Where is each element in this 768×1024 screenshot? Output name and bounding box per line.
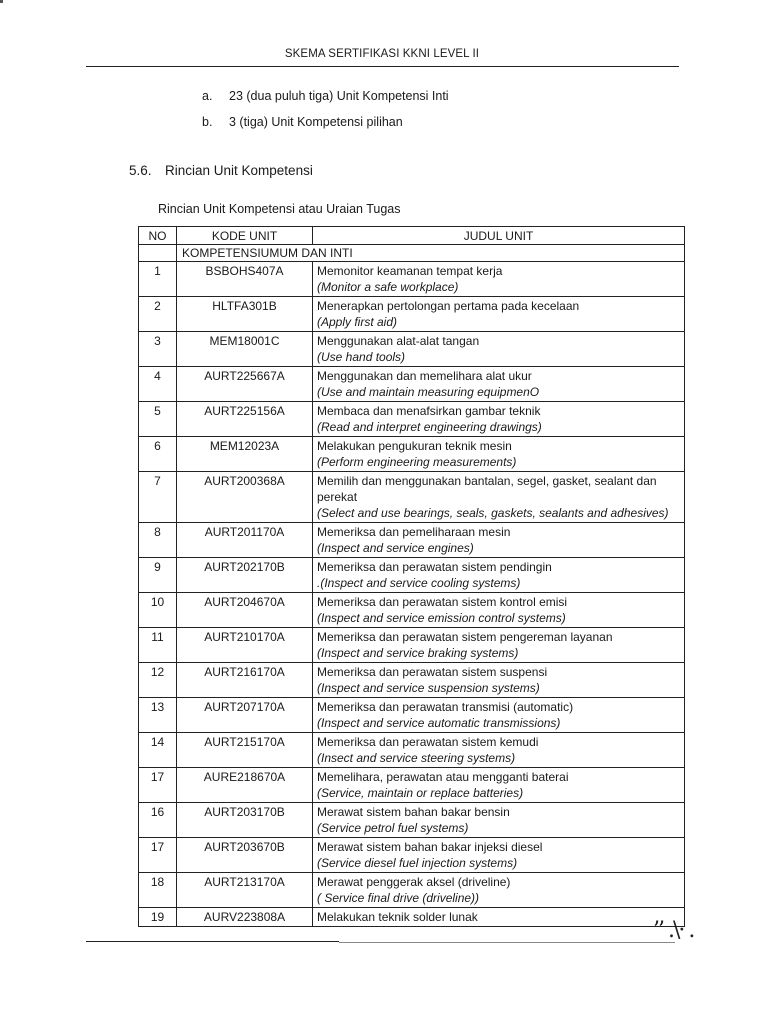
unit-number: 9 xyxy=(139,558,177,593)
unit-title-english: (Inspect and service automatic transmissions) xyxy=(317,716,561,730)
unit-title-english: (Perform engineering measurements) xyxy=(317,455,517,469)
unit-code: AURT225667A xyxy=(177,367,313,402)
table-row xyxy=(139,367,685,402)
unit-code: AURT215170A xyxy=(177,733,313,768)
unit-number: 4 xyxy=(139,367,177,402)
unit-title xyxy=(313,472,685,523)
scan-corner-mark xyxy=(0,0,3,3)
table-row xyxy=(139,472,685,523)
footer-divider-light xyxy=(339,942,675,943)
unit-title-indonesian: Memeriksa dan perawatan sistem pendingin xyxy=(317,560,552,574)
unit-number: 18 xyxy=(139,873,177,908)
unit-number: 3 xyxy=(139,332,177,367)
unit-title xyxy=(313,523,685,558)
unit-number: 14 xyxy=(139,733,177,768)
table-row xyxy=(139,733,685,768)
unit-title xyxy=(313,558,685,593)
unit-title-indonesian: Menggunakan dan memelihara alat ukur xyxy=(317,369,532,383)
unit-title-english: ( Service final drive (driveline)) xyxy=(317,891,480,905)
unit-title xyxy=(313,297,685,332)
table-row xyxy=(139,262,685,297)
unit-number: 17 xyxy=(139,768,177,803)
section-title: Rincian Unit Kompetensi xyxy=(165,163,313,178)
unit-code: AURT202170B xyxy=(177,558,313,593)
unit-title-english: (Monitor a safe workplace) xyxy=(317,280,459,294)
unit-title-indonesian: Merawat sistem bahan bakar injeksi diesel xyxy=(317,840,543,854)
table-row xyxy=(139,297,685,332)
unit-code: BSBOHS407A xyxy=(177,262,313,297)
section-number: 5.6. xyxy=(129,163,152,178)
table-row xyxy=(139,402,685,437)
unit-code: AURT203670B xyxy=(177,838,313,873)
table-row xyxy=(139,437,685,472)
unit-title xyxy=(313,332,685,367)
unit-title xyxy=(313,698,685,733)
unit-title-indonesian: Menerapkan pertolongan pertama pada kecelaan xyxy=(317,299,580,313)
unit-title-indonesian: Melakukan teknik solder lunak xyxy=(317,910,478,924)
unit-title-indonesian: Membaca dan menafsirkan gambar teknik xyxy=(317,404,541,418)
unit-title-indonesian: Merawat sistem bahan bakar bensin xyxy=(317,805,510,819)
table-header-row xyxy=(139,227,685,245)
unit-number: 8 xyxy=(139,523,177,558)
unit-title-indonesian: Memilih dan menggunakan bantalan, segel, gasket, sealant dan perekat xyxy=(317,474,657,504)
list-text: 23 (dua puluh tiga) Unit Kompetensi Inti xyxy=(229,89,449,103)
page-number-mark: ’’ .\· . xyxy=(653,918,694,943)
unit-title xyxy=(313,402,685,437)
unit-title-english: (Inspect and service suspension systems) xyxy=(317,681,540,695)
unit-title xyxy=(313,437,685,472)
header-code: KODE UNIT xyxy=(177,227,313,245)
unit-number: 11 xyxy=(139,628,177,663)
unit-title xyxy=(313,768,685,803)
table-row xyxy=(139,908,685,927)
unit-number: 7 xyxy=(139,472,177,523)
unit-title-english: .(Inspect and service cooling systems) xyxy=(317,576,521,590)
unit-code: MEM18001C xyxy=(177,332,313,367)
unit-title xyxy=(313,262,685,297)
table-row xyxy=(139,873,685,908)
unit-title-english: (Insect and service steering systems) xyxy=(317,751,516,765)
list-marker: b. xyxy=(202,115,213,129)
group-spacer xyxy=(139,245,177,262)
unit-number: 6 xyxy=(139,437,177,472)
unit-title-english: (Apply first aid) xyxy=(317,315,398,329)
footer-divider xyxy=(86,941,339,942)
table-row xyxy=(139,332,685,367)
unit-title-indonesian: Memelihara, perawatan atau mengganti baterai xyxy=(317,770,569,784)
document-header-title: SKEMA SERTIFIKASI KKNI LEVEL II xyxy=(284,48,480,60)
unit-title-english: (Use and maintain measuring equipmenO xyxy=(317,385,540,399)
unit-code: AURT204670A xyxy=(177,593,313,628)
unit-title-indonesian: Memeriksa dan pemeliharaan mesin xyxy=(317,525,511,539)
unit-title-english: (Inspect and service engines) xyxy=(317,541,474,555)
unit-title-indonesian: Memeriksa dan perawatan sistem kemudi xyxy=(317,735,539,749)
unit-code: AURT216170A xyxy=(177,663,313,698)
unit-number: 2 xyxy=(139,297,177,332)
unit-number: 1 xyxy=(139,262,177,297)
unit-title xyxy=(313,873,685,908)
unit-code: HLTFA301B xyxy=(177,297,313,332)
unit-code: AURV223808A xyxy=(177,908,313,927)
unit-title-indonesian: Melakukan pengukuran teknik mesin xyxy=(317,439,512,453)
unit-title-english: (Inspect and service braking systems) xyxy=(317,646,519,660)
unit-code: AURT207170A xyxy=(177,698,313,733)
unit-title-english: (Service petrol fuel systems) xyxy=(317,821,469,835)
unit-code: AURT210170A xyxy=(177,628,313,663)
unit-code: AURT200368A xyxy=(177,472,313,523)
competency-units-table xyxy=(138,226,685,927)
unit-title xyxy=(313,803,685,838)
unit-title-english: (Service diesel fuel injection systems) xyxy=(317,856,518,870)
unit-title xyxy=(313,733,685,768)
unit-number: 13 xyxy=(139,698,177,733)
unit-code: AURE218670A xyxy=(177,768,313,803)
table-row xyxy=(139,698,685,733)
list-item-b xyxy=(202,115,403,129)
unit-title-english: (Inspect and service emission control systems) xyxy=(317,611,566,625)
list-item-a xyxy=(202,89,449,103)
section-heading xyxy=(129,163,313,178)
unit-title xyxy=(313,593,685,628)
list-text: 3 (tiga) Unit Kompetensi pilihan xyxy=(229,115,403,129)
list-marker: a. xyxy=(202,89,213,103)
table-row xyxy=(139,628,685,663)
unit-number: 12 xyxy=(139,663,177,698)
unit-code: AURT225156A xyxy=(177,402,313,437)
group-label: KOMPETENSIUMUM DAN INTI xyxy=(177,245,685,262)
table-group-row xyxy=(139,245,685,262)
header-divider xyxy=(86,66,679,67)
table-row xyxy=(139,768,685,803)
table-row xyxy=(139,803,685,838)
unit-title-indonesian: Memonitor keamanan tempat kerja xyxy=(317,264,503,278)
unit-title xyxy=(313,628,685,663)
unit-number: 16 xyxy=(139,803,177,838)
unit-title-indonesian: Merawat penggerak aksel (driveline) xyxy=(317,875,511,889)
unit-title-indonesian: Memeriksa dan perawatan sistem pengereman layanan xyxy=(317,630,613,644)
unit-title xyxy=(313,367,685,402)
unit-title-english: (Read and interpret engineering drawings) xyxy=(317,420,542,434)
unit-title-indonesian: Memeriksa dan perawatan transmisi (automatic) xyxy=(317,700,574,714)
unit-code: AURT201170A xyxy=(177,523,313,558)
unit-title xyxy=(313,908,685,927)
table-row xyxy=(139,558,685,593)
table-caption: Rincian Unit Kompetensi atau Uraian Tugas xyxy=(158,202,401,216)
unit-number: 17 xyxy=(139,838,177,873)
header-title: JUDUL UNIT xyxy=(313,227,685,245)
unit-title-english: (Use hand tools) xyxy=(317,350,406,364)
unit-code: AURT213170A xyxy=(177,873,313,908)
header-no: NO xyxy=(139,227,177,245)
unit-number: 19 xyxy=(139,908,177,927)
unit-title-indonesian: Menggunakan alat-alat tangan xyxy=(317,334,480,348)
unit-title xyxy=(313,663,685,698)
unit-number: 10 xyxy=(139,593,177,628)
table-row xyxy=(139,663,685,698)
unit-code: MEM12023A xyxy=(177,437,313,472)
table-row xyxy=(139,838,685,873)
table-row xyxy=(139,593,685,628)
unit-title xyxy=(313,838,685,873)
unit-number: 5 xyxy=(139,402,177,437)
unit-title-indonesian: Memeriksa dan perawatan sistem kontrol emisi xyxy=(317,595,568,609)
unit-title-english: (Select and use bearings, seals, gaskets, sealants and adhesives) xyxy=(317,506,669,520)
table-row xyxy=(139,523,685,558)
unit-code: AURT203170B xyxy=(177,803,313,838)
unit-title-indonesian: Memeriksa dan perawatan sistem suspensi xyxy=(317,665,548,679)
unit-title-english: (Service, maintain or replace batteries) xyxy=(317,786,524,800)
